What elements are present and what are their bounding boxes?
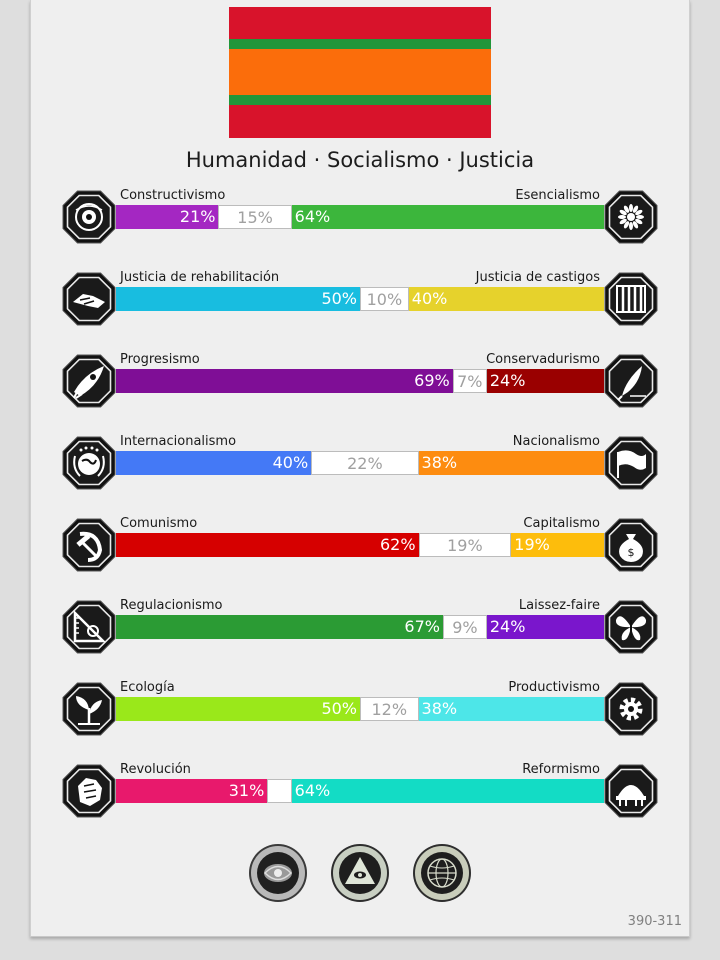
motto-title: Humanidad · Socialismo · Justicia [185,148,535,172]
ruler-triangle-icon [60,598,118,656]
axis-right-label: Nacionalismo [512,434,600,449]
flag-stripe [229,49,491,95]
axis-left-label: Ecología [120,680,175,695]
flag-stripe [229,7,491,39]
axis-bar [116,205,604,229]
flower-icon [602,188,660,246]
axis-left-segment: 67% [116,615,443,639]
eye-icon [60,188,118,246]
axis-right-label: Conservadurismo [486,352,600,367]
axis-left-label: Comunismo [120,516,198,531]
rocket-icon [60,352,118,410]
axis-left-segment: 31% [116,779,267,803]
parliament-icon [602,762,660,820]
axis-left-segment: 62% [116,533,419,557]
axis-neutral-segment: 10% [360,287,409,311]
axis-right-segment: 38% [419,697,604,721]
ideology-flag [229,7,491,138]
axis-bar [116,779,604,803]
axis-left-label: Internacionalismo [120,434,237,449]
axis-bar [116,451,604,475]
axis-left-label: Constructivismo [120,188,226,203]
axis-left-label: Regulacionismo [120,598,223,613]
axis-right-label: Productivismo [508,680,600,695]
axis-neutral-segment: 7% [453,369,487,393]
medal-row [0,842,720,906]
axis-neutral-segment [267,779,291,803]
axis-row [0,188,720,258]
plant-icon [60,680,118,738]
prison-bars-icon [602,270,660,328]
axis-left-segment: 50% [116,697,360,721]
fist-icon [60,762,118,820]
axis-right-segment: 40% [409,287,604,311]
axis-right-label: Justicia de castigos [475,270,600,285]
flag-icon [602,434,660,492]
axis-bar [116,369,604,393]
axis-bar [116,697,604,721]
quill-icon [602,352,660,410]
axis-row [0,352,720,422]
axis-left-segment: 50% [116,287,360,311]
axis-right-label: Laissez-faire [518,598,600,613]
axis-left-segment: 21% [116,205,218,229]
axis-left-segment: 69% [116,369,453,393]
axis-right-segment: 38% [419,451,604,475]
globe-medal-icon [411,842,473,904]
axis-neutral-segment: 9% [443,615,487,639]
globe-icon [60,434,118,492]
hammer-sickle-icon [60,516,118,574]
axis-left-label: Revolución [120,762,191,777]
axis-left-label: Justicia de rehabilitación [120,270,280,285]
axis-neutral-segment: 22% [311,451,418,475]
axis-row [0,598,720,668]
axis-row [0,270,720,340]
axis-row [0,680,720,750]
axis-right-segment: 24% [487,369,604,393]
svg-text:$: $ [627,546,635,559]
axis-right-label: Capitalismo [523,516,600,531]
gear-icon [602,680,660,738]
axis-right-label: Esencialismo [515,188,600,203]
handshake-icon [60,270,118,328]
axis-row [0,434,720,504]
axis-neutral-segment: 15% [218,205,291,229]
axis-row [0,762,720,832]
axis-bar [116,615,604,639]
axis-row [0,516,720,586]
silver-seal-icon [247,842,309,904]
axis-left-segment: 40% [116,451,311,475]
axis-right-segment: 24% [487,615,604,639]
axis-bar [116,533,604,557]
flag-stripe [229,95,491,105]
flag-stripe [229,105,491,138]
money-bag-icon [602,516,660,574]
axis-neutral-segment: 12% [360,697,419,721]
butterfly-icon [602,598,660,656]
axis-right-segment: 64% [292,779,604,803]
eye-pyramid-medal-icon [329,842,391,904]
axis-right-segment: 19% [511,533,604,557]
axis-bar [116,287,604,311]
axis-left-label: Progresismo [120,352,200,367]
result-code: 390-311 [627,914,682,929]
flag-stripe [229,39,491,49]
axis-neutral-segment: 19% [419,533,512,557]
axis-right-label: Reformismo [522,762,600,777]
axis-right-segment: 64% [292,205,604,229]
